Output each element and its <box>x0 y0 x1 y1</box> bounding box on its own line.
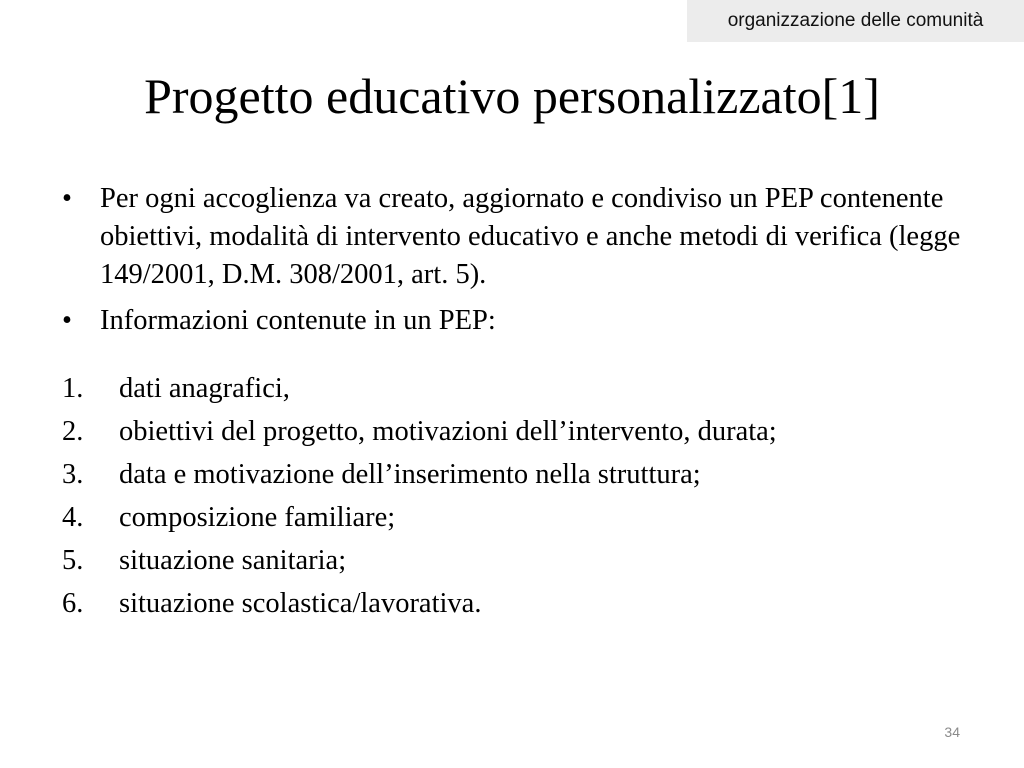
bullet-list <box>62 180 982 348</box>
bullet-marker: • <box>62 305 72 336</box>
bullet-text: Informazioni contenute in un PEP: <box>100 305 496 336</box>
item-number: 4. <box>62 502 84 533</box>
numbered-list <box>62 370 982 628</box>
numbered-item <box>62 542 982 580</box>
item-number: 3. <box>62 459 84 490</box>
item-text: obiettivi del progetto, motivazioni dell’intervento, durata; <box>119 416 777 447</box>
item-text: dati anagrafici, <box>119 373 290 404</box>
page-number: 34 <box>944 724 960 740</box>
numbered-item <box>62 456 982 494</box>
item-number: 1. <box>62 373 84 404</box>
slide-title: Progetto educativo personalizzato[1] <box>144 68 880 124</box>
item-number: 2. <box>62 416 84 447</box>
numbered-item <box>62 585 982 623</box>
item-text: composizione familiare; <box>119 502 396 533</box>
item-text: situazione sanitaria; <box>119 545 347 576</box>
item-number: 6. <box>62 588 84 619</box>
section-tag <box>687 0 1024 42</box>
bullet-text: Per ogni accoglienza va creato, aggiornato e condiviso un PEP contenente obiettivi, modalità di intervento educativo e anche metodi di verifica (legge 149/2001, D.M. 308/2001, art. 5). <box>100 183 961 290</box>
item-text: situazione scolastica/lavorativa. <box>119 588 482 619</box>
numbered-item <box>62 499 982 537</box>
bullet-marker: • <box>62 183 72 214</box>
bullet-item <box>62 180 982 294</box>
item-text: data e motivazione dell’inserimento nella struttura; <box>119 459 701 490</box>
numbered-item <box>62 413 982 451</box>
bullet-item <box>62 302 982 340</box>
numbered-item <box>62 370 982 408</box>
item-number: 5. <box>62 545 84 576</box>
section-tag-label: organizzazione delle comunità <box>727 10 984 31</box>
